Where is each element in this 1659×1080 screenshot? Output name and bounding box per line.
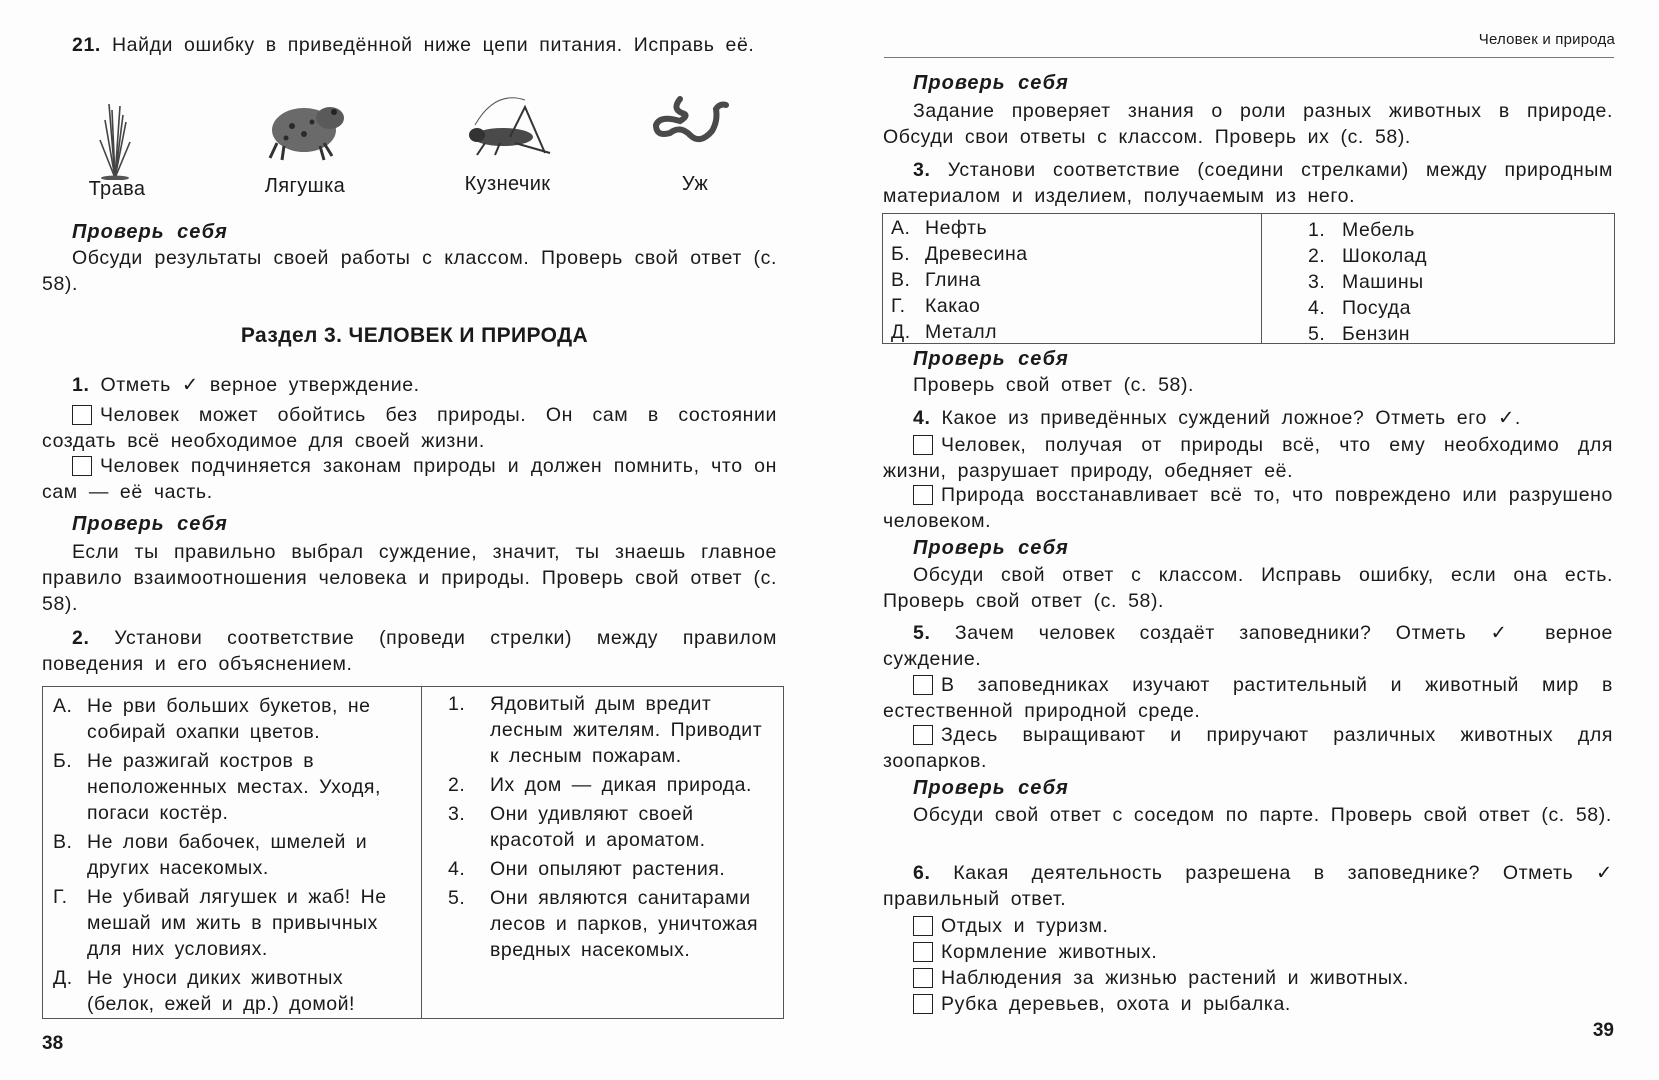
check-yourself-text: Обсуди результаты своей работы с классом. Проверь свой ответ (с. 58).	[42, 247, 777, 295]
materials-matching-table	[882, 213, 1615, 344]
item-mark: 2.	[1308, 245, 1326, 267]
header-rule	[884, 57, 1614, 58]
option-text: Человек, получая от природы всё, что ему необходимо для жизни, разрушает природу, обедняет её.	[883, 434, 1613, 482]
column-divider	[1261, 214, 1262, 343]
task-number: 5.	[913, 622, 931, 644]
item-mark: 3.	[1308, 271, 1326, 293]
item-text: Не рви больших букетов, не собирай охапки цветов.	[87, 695, 371, 743]
chain-label-frog: Лягушка	[264, 175, 346, 197]
page-number: 38	[42, 1033, 64, 1054]
section-title: Раздел 3. ЧЕЛОВЕК И ПРИРОДА	[240, 324, 589, 347]
option-text: Здесь выращивают и приручают различных животных для зоопарков.	[883, 724, 1613, 772]
explanation-item[interactable]	[448, 772, 768, 798]
task-6-option[interactable]	[913, 991, 1613, 1017]
item-text: Ядовитый дым вредит лесным жителям. Приводит к лесным пожарам.	[490, 693, 763, 767]
checkbox[interactable]	[913, 485, 933, 505]
task-text: Найди ошибку в приведённой ниже цепи питания. Исправь её.	[111, 34, 755, 56]
rule-item[interactable]	[53, 693, 403, 745]
item-text: Не лови бабочек, шмелей и других насекомых.	[87, 831, 368, 879]
task-5-prompt	[883, 620, 1613, 672]
explanation-item[interactable]	[448, 885, 768, 963]
item-mark: 5.	[1308, 323, 1326, 345]
item-mark: 2.	[448, 774, 466, 796]
rule-item[interactable]	[53, 829, 403, 881]
task-6-prompt	[883, 860, 1613, 912]
item-mark: В.	[891, 269, 911, 291]
check-yourself-text: Проверь свой ответ (с. 58).	[913, 374, 1195, 396]
checkbox[interactable]	[913, 994, 933, 1014]
check-yourself-heading: Проверь себя	[913, 537, 1069, 559]
frog-icon	[262, 98, 352, 163]
task-6-option[interactable]	[913, 913, 1613, 939]
option-text: Человек подчиняется законам природы и должен помнить, что он сам — её часть.	[42, 455, 777, 503]
item-text: Бензин	[1342, 323, 1411, 345]
item-mark: Б.	[891, 243, 911, 265]
check-yourself-heading: Проверь себя	[913, 72, 1069, 94]
snake-icon	[650, 95, 730, 150]
page-39	[829, 0, 1659, 1080]
item-text: Глина	[925, 269, 981, 291]
item-text: Не убивай лягушек и жаб! Не мешай им жить в привычных для них условиях.	[87, 886, 387, 960]
item-mark: 4.	[1308, 297, 1326, 319]
material-item[interactable]	[891, 319, 1241, 345]
check-yourself-text: Обсуди свой ответ с классом. Исправь ошибку, если она есть. Проверь свой ответ (с. 58).	[883, 564, 1613, 612]
task-1-option-1[interactable]	[42, 402, 777, 454]
item-text: Металл	[925, 321, 997, 343]
task-text: Какая деятельность разрешена в заповеднике? Отметь ✓ правильный ответ.	[883, 862, 1613, 910]
explanations-column	[448, 691, 768, 966]
task-1-option-2[interactable]	[42, 453, 777, 505]
explanation-item[interactable]	[448, 801, 768, 853]
task-text: Зачем человек создаёт заповедники? Отметь ✓ верное суждение.	[883, 622, 1613, 670]
product-item[interactable]	[1308, 217, 1588, 243]
item-text: Не разжигай костров в неположенных местах. Уходя, погаси костёр.	[87, 750, 381, 824]
item-text: Древесина	[925, 243, 1028, 265]
option-text: Отдых и туризм.	[941, 915, 1109, 937]
explanation-item[interactable]	[448, 691, 768, 769]
task-number: 6.	[913, 862, 931, 884]
products-column	[1308, 217, 1588, 347]
chain-label-grass: Трава	[88, 178, 146, 200]
chain-label-grasshopper: Кузнечик	[464, 173, 551, 195]
task-number: 1.	[72, 374, 90, 396]
item-mark: 1.	[1308, 219, 1326, 241]
check-yourself-heading: Проверь себя	[913, 348, 1069, 370]
task-5-option-1[interactable]	[883, 672, 1613, 724]
task-4-prompt	[883, 405, 1613, 431]
checkbox[interactable]	[913, 435, 933, 455]
check-yourself-text: Если ты правильно выбрал суждение, значит, ты знаешь главное правило взаимоотношения человека и природы. Проверь свой ответ (с. 58).	[42, 541, 777, 615]
task-number: 21.	[72, 34, 101, 56]
page-38	[0, 0, 829, 1080]
task-6-option[interactable]	[913, 939, 1613, 965]
item-text: Шоколад	[1342, 245, 1427, 267]
materials-column	[891, 215, 1241, 345]
running-head: Человек и природа	[1478, 31, 1615, 48]
check-yourself-heading: Проверь себя	[913, 777, 1069, 799]
rule-item[interactable]	[53, 884, 403, 962]
check-yourself-text: Обсуди свой ответ с соседом по парте. Проверь свой ответ (с. 58).	[913, 804, 1612, 826]
checkbox[interactable]	[913, 675, 933, 695]
checkbox[interactable]	[72, 456, 92, 476]
item-mark: 3.	[448, 803, 466, 825]
task-21-prompt	[42, 32, 777, 58]
rule-item[interactable]	[53, 965, 403, 1017]
task-6-option[interactable]	[913, 965, 1613, 991]
material-item[interactable]	[891, 267, 1241, 293]
material-item[interactable]	[891, 215, 1241, 241]
item-mark: 5.	[448, 887, 466, 909]
chain-label-snake: Уж	[681, 173, 709, 195]
item-text: Они удивляют своей красотой и ароматом.	[490, 803, 706, 851]
item-text: Они опыляют растения.	[490, 858, 726, 880]
option-text: Наблюдения за жизнью растений и животных.	[941, 967, 1409, 989]
rules-column	[53, 693, 403, 1020]
option-text: Кормление животных.	[941, 941, 1158, 963]
product-item[interactable]	[1308, 321, 1588, 347]
item-mark: 1.	[448, 693, 466, 715]
task-number: 4.	[913, 407, 931, 429]
item-text: Нефть	[925, 217, 988, 239]
item-mark: Д.	[891, 321, 911, 343]
item-text: Они являются санитарами лесов и парков, уничтожая вредных насекомых.	[490, 887, 759, 961]
task-2-prompt	[42, 625, 777, 677]
product-item[interactable]	[1308, 295, 1588, 321]
rule-item[interactable]	[53, 748, 403, 826]
material-item[interactable]	[891, 293, 1241, 319]
item-mark: А.	[53, 695, 73, 717]
task-6-options	[913, 913, 1613, 1017]
explanation-item[interactable]	[448, 856, 768, 882]
item-mark: Г.	[53, 886, 68, 908]
grass-icon	[90, 100, 140, 180]
task-text: Установи соответствие (проведи стрелки) между правилом поведения и его объяснением.	[42, 627, 777, 675]
checkbox[interactable]	[72, 405, 92, 425]
task-4-option-1[interactable]	[883, 432, 1613, 484]
option-text: Природа восстанавливает всё то, что повреждено или разрушено человеком.	[883, 484, 1613, 532]
task-3-prompt	[883, 157, 1613, 209]
task-text: Какое из приведённых суждений ложное? Отметь его ✓.	[941, 407, 1521, 429]
checkbox[interactable]	[913, 916, 933, 936]
material-item[interactable]	[891, 241, 1241, 267]
item-mark: А.	[891, 217, 911, 239]
task-5-option-2[interactable]	[883, 722, 1613, 774]
task-4-option-2[interactable]	[883, 482, 1613, 534]
item-text: Машины	[1342, 271, 1424, 293]
checkbox[interactable]	[913, 942, 933, 962]
product-item[interactable]	[1308, 269, 1588, 295]
page-number: 39	[1592, 1020, 1614, 1041]
task-number: 2.	[72, 627, 90, 649]
option-text: Рубка деревьев, охота и рыбалка.	[941, 993, 1291, 1015]
item-mark: 4.	[448, 858, 466, 880]
grasshopper-icon	[455, 95, 555, 160]
item-text: Их дом — дикая природа.	[490, 774, 752, 796]
column-divider	[421, 687, 422, 1018]
checkbox[interactable]	[913, 968, 933, 988]
item-mark: Г.	[891, 295, 906, 317]
option-text: В заповедниках изучают растительный и животный мир в естественной природной среде.	[883, 674, 1613, 722]
item-text: Не уноси диких животных (белок, ежей и др.) домой!	[87, 967, 355, 1015]
option-text: Человек может обойтись без природы. Он сам в состоянии создать всё необходимое для своей жизни.	[42, 404, 777, 452]
task-number: 3.	[913, 159, 931, 181]
item-mark: Б.	[53, 750, 73, 772]
task-text: Установи соответствие (соедини стрелками) между природным материалом и изделием, получаемым из него.	[883, 159, 1613, 207]
task-1-prompt	[42, 372, 777, 398]
item-mark: В.	[53, 831, 73, 853]
item-text: Мебель	[1342, 219, 1415, 241]
check-yourself-text: Задание проверяет знания о роли разных животных в природе. Обсуди свои ответы с классом. Проверь их (с. 58).	[883, 100, 1613, 148]
check-yourself-heading: Проверь себя	[72, 221, 228, 243]
product-item[interactable]	[1308, 243, 1588, 269]
item-text: Какао	[925, 295, 981, 317]
rules-matching-table	[42, 686, 784, 1019]
item-text: Посуда	[1342, 297, 1411, 319]
item-mark: Д.	[53, 967, 73, 989]
checkbox[interactable]	[913, 725, 933, 745]
check-yourself-heading: Проверь себя	[72, 513, 228, 535]
task-text: Отметь ✓ верное утверждение.	[100, 374, 420, 396]
